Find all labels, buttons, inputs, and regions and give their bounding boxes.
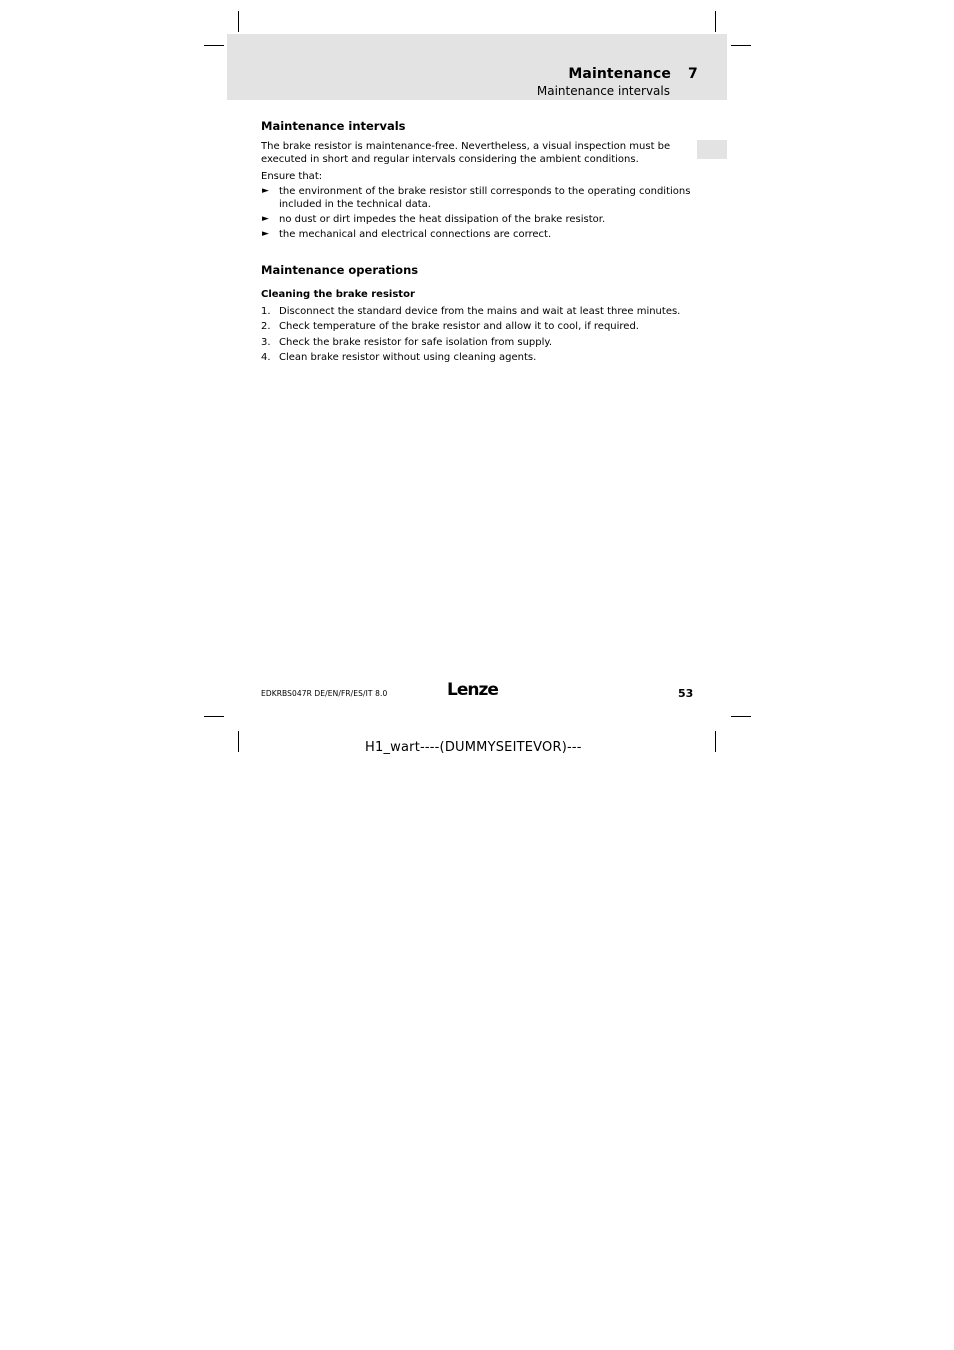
crop-mark-top-left	[238, 11, 239, 32]
dummy-page-marker: H1_wart----(DUMMYSEITEVOR)---	[365, 740, 582, 755]
subheading-cleaning: Cleaning the brake resistor	[261, 289, 415, 300]
chapter-subtitle: Maintenance intervals	[536, 84, 670, 98]
list-item	[261, 213, 697, 226]
lenze-logo: Lenze	[447, 680, 498, 700]
list-item	[261, 305, 697, 318]
step-number: 2.	[261, 321, 271, 333]
ensure-label: Ensure that:	[261, 171, 323, 182]
list-item	[261, 320, 697, 333]
page-header	[227, 34, 727, 100]
list-item	[261, 228, 697, 241]
crop-mark-left-top	[204, 45, 224, 46]
intervals-intro: The brake resistor is maintenance-free. Nevertheless, a visual inspection must be executed in short and regular intervals considering the ambient conditions.	[261, 141, 671, 165]
document-code: EDKRBS047R DE/EN/FR/ES/IT 8.0	[261, 689, 388, 698]
crop-mark-left-bottom	[204, 716, 224, 717]
crop-mark-top-right	[715, 11, 716, 32]
list-item-text: no dust or dirt impedes the heat dissipation of the brake resistor.	[279, 214, 606, 225]
triangle-bullet-icon: ►	[262, 214, 269, 224]
list-item	[261, 185, 697, 211]
step-number: 3.	[261, 336, 271, 348]
crop-mark-bottom-left	[238, 731, 239, 752]
step-text: Check temperature of the brake resistor and allow it to cool, if required.	[279, 321, 639, 333]
crop-mark-right-top	[731, 45, 751, 46]
crop-mark-right-bottom	[731, 716, 751, 717]
step-number: 1.	[261, 306, 271, 317]
chapter-title: Maintenance	[568, 66, 671, 82]
step-number: 4.	[261, 351, 271, 363]
triangle-bullet-icon: ►	[262, 186, 269, 196]
page-number: 53	[678, 687, 694, 700]
step-text: Check the brake resistor for safe isolation from supply.	[279, 336, 553, 348]
chapter-number: 7	[688, 66, 698, 82]
triangle-bullet-icon: ►	[262, 229, 269, 239]
list-item	[261, 336, 697, 349]
list-item	[261, 351, 697, 364]
section-heading-operations: Maintenance operations	[261, 263, 419, 277]
page-content	[261, 118, 697, 366]
step-text: Clean brake resistor without using cleaning agents.	[279, 351, 537, 363]
list-item-text: the environment of the brake resistor still corresponds to the operating conditions included in the technical data.	[279, 186, 691, 210]
step-text: Disconnect the standard device from the mains and wait at least three minutes.	[279, 306, 681, 317]
section-heading-intervals: Maintenance intervals	[261, 119, 406, 133]
side-tab-marker	[697, 140, 727, 159]
list-item-text: the mechanical and electrical connections are correct.	[279, 229, 552, 240]
intervals-bullet-list	[261, 185, 697, 241]
crop-mark-bottom-right	[715, 731, 716, 752]
cleaning-steps-list	[261, 305, 697, 364]
